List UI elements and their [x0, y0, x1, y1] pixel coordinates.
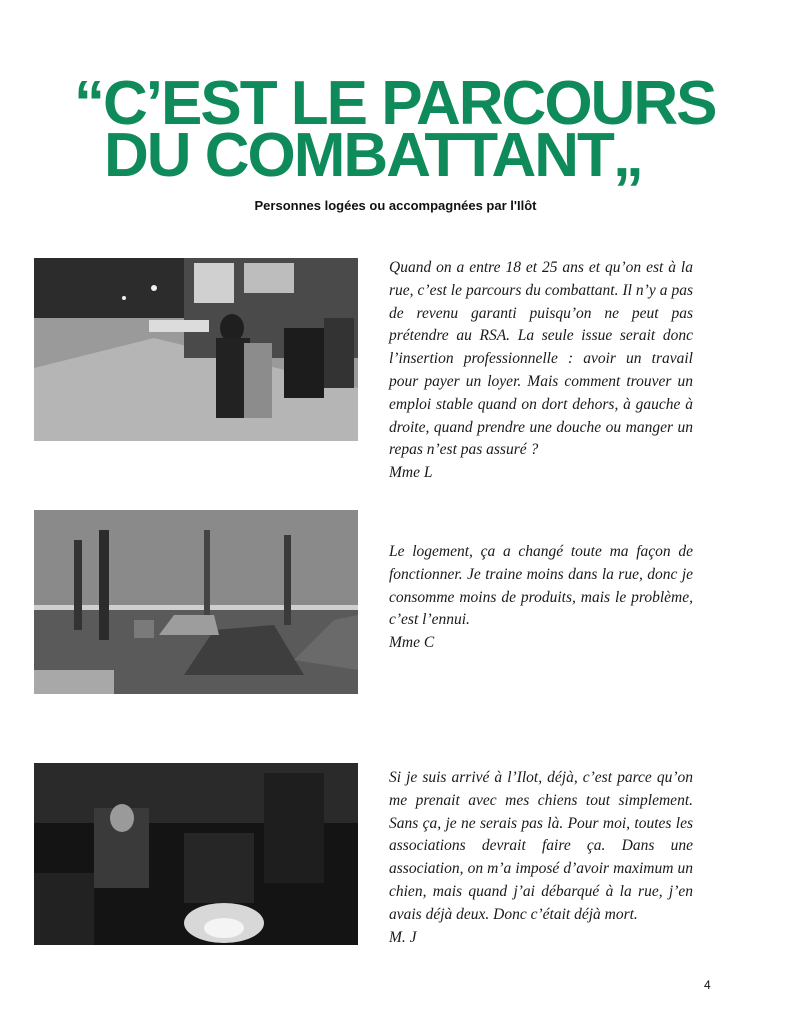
- testimony-text: Le logement, ça a changé toute ma façon de fonctionner. Je traine moins dans la rue, donc je consomme moins de produits, mais le problème, c’est l’ennui.: [389, 543, 693, 629]
- page-title: [60, 69, 740, 190]
- photo-food-distribution: [34, 258, 358, 441]
- testimony-3: [389, 767, 693, 949]
- title-line-2: DU COMBATTANT„: [104, 121, 642, 190]
- testimony-text: Quand on a entre 18 et 25 ans et qu’on est à la rue, c’est le parcours du combattant. Il n’y a pas de revenu garanti puisqu’on ne peut pas prétendre au RSA. La seule issue serait donc l’insertion professionnelle : avoir un travail pour payer un loyer. Mais comment trouver un emploi stable quand on dort dehors, à gauche à droite, quand prendre une douche ou manger un repas n’est pas assuré ?: [389, 259, 693, 459]
- testimony-author: M. J: [389, 928, 417, 946]
- testimony-author: Mme L: [389, 464, 433, 482]
- testimony-author: Mme C: [389, 634, 435, 652]
- page-number: 4: [704, 978, 711, 992]
- title-line-1: “C’EST LE PARCOURS: [74, 69, 716, 138]
- testimony-2: [389, 541, 693, 655]
- photo-campfire-night: [34, 763, 358, 945]
- testimony-text: Si je suis arrivé à l’Ilot, déjà, c’est parce qu’on me prenait avec mes chiens tout simplement. Sans ça, je ne serais pas là. Pour moi, toutes les associations devrait faire ça. Dans une association, on m’a imposé d’avoir maximum un chien, mais quand j’ai débarqué à la rue, j’en avais déjà deux. Donc c’était déjà mort.: [389, 769, 693, 923]
- testimony-1: [389, 257, 693, 485]
- page-subtitle: Personnes logées ou accompagnées par l'Ilôt: [254, 198, 537, 213]
- photo-tents-park: [34, 510, 358, 694]
